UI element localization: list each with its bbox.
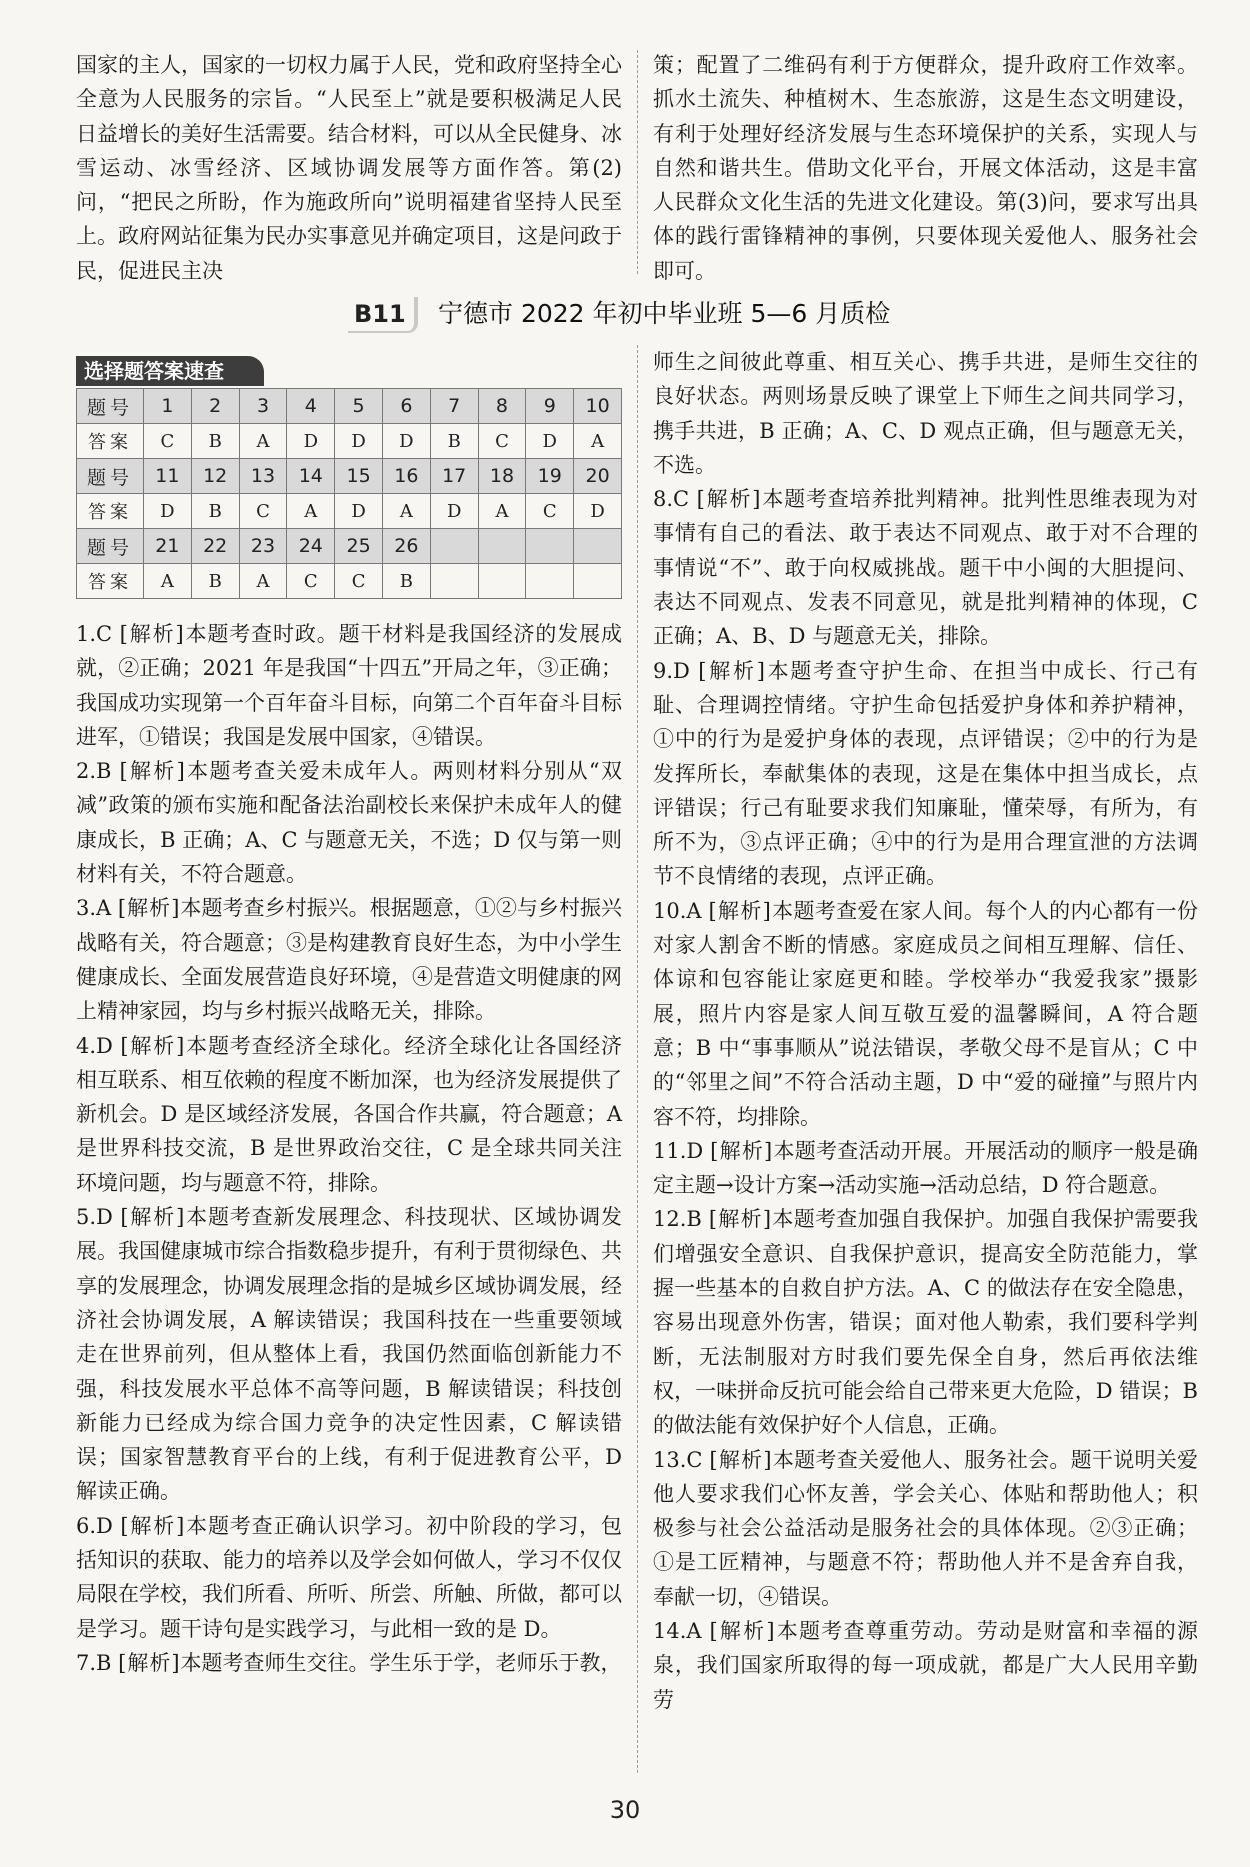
table-cell: A <box>478 494 526 529</box>
explanation-item <box>653 345 1198 482</box>
table-cell <box>430 529 478 564</box>
row-header: 题号 <box>77 529 144 564</box>
item-text: 本题考查新发展理念、科技现状、区域协调发展。我国健康城市综合指数稳步提升，有利于贯彻绿色、共享的发展理念，协调发展理念指的是城乡区域协调发展，经济社会协调发展，A 解读错误；我国科技在一些重要领域走在世界前列，但从整体上看，我国仍然面临创新能力不强，科技发展水平总体不高等问题，B 解读错误；科技创新能力已经成为综合国力竞争的决定性因素，C 解读错误；国家智慧教育平台的上线，有利于促进教育公平，D 解读正确。 <box>76 1205 623 1504</box>
table-cell: 1 <box>144 389 192 424</box>
item-text: 本题考查加强自我保护。加强自我保护需要我们增强安全意识、自我保护意识，提高安全防范能力，掌握一些基本的自救自护方法。A、C 的做法存在安全隐患，容易出现意外伤害，错误；面对他人勒索，我们要科学判断，无法制服对方时我们要先保全自身，然后再依法维权，一味拼命反抗可能会给自己带来更大危险，D 错误；B 的做法能有效保护好个人信息，正确。 <box>653 1207 1199 1438</box>
table-cell: D <box>335 424 383 459</box>
table-cell: C <box>287 564 335 599</box>
analysis-tag: [解析] <box>710 1138 774 1163</box>
table-cell: 19 <box>526 459 574 494</box>
explanation-item <box>76 1646 622 1680</box>
table-cell: 25 <box>335 529 383 564</box>
table-cell: B <box>430 424 478 459</box>
table-cell: 11 <box>144 459 192 494</box>
column-divider <box>637 345 638 1773</box>
paragraph: 国家的主人，国家的一切权力属于人民，党和政府坚持全心全意为人民服务的宗旨。“人民至上”就是要积极满足人民日益增长的美好生活需要。结合材料，可以从全民健身、冰雪运动、冰雪经济、区域协调发展等方面作答。第(2)问，“把民之所盼，作为施政所向”说明福建省坚持人民至上。政府网站征集为民办实事意见并确定项目，这是问政于民，促进民主决 <box>76 53 622 283</box>
table-cell: 26 <box>382 529 430 564</box>
analysis-tag: [解析] <box>120 1513 186 1538</box>
table-cell: 10 <box>574 389 622 424</box>
table-cell: D <box>526 424 574 459</box>
item-number: 11.D <box>653 1138 704 1163</box>
table-cell: 9 <box>526 389 574 424</box>
table-cell: 2 <box>191 389 239 424</box>
explanation-item <box>653 1614 1198 1717</box>
item-text: 本题考查师生交往。学生乐于学，老师乐于教， <box>180 1650 622 1675</box>
table-row <box>77 424 622 459</box>
table-cell: 16 <box>382 459 430 494</box>
table-row <box>77 494 622 529</box>
explanation-item <box>653 1443 1198 1614</box>
top-right-column <box>653 48 1198 288</box>
right-column <box>653 345 1198 1717</box>
table-cell <box>574 529 622 564</box>
table-cell: 21 <box>144 529 192 564</box>
column-divider <box>637 50 638 274</box>
table-cell: D <box>430 494 478 529</box>
analysis-tag: [解析] <box>119 622 185 646</box>
analysis-tag: [解析] <box>698 658 766 683</box>
item-number: 14.A <box>653 1618 702 1643</box>
row-header: 答案 <box>77 424 144 459</box>
table-cell: 13 <box>239 459 287 494</box>
row-header: 答案 <box>77 494 144 529</box>
item-number: 10.A <box>653 898 702 923</box>
item-text: 本题考查活动开展。开展活动的顺序一般是确定主题→设计方案→活动实施→活动总结，D 符合题意。 <box>653 1138 1199 1198</box>
item-number: 3.A <box>76 896 112 921</box>
item-text: 本题考查爱在家人间。每个人的内心都有一份对家人割舍不断的情感。家庭成员之间相互理解、信任、体谅和包容能让家庭更和睦。学校举办“我爱我家”摄影展，照片内容是家人间互敬互爱的温馨瞬间，A 符合题意；B 中“事事顺从”说法错误，孝敬父母不是盲从；C 中的“邻里之间”不符合活动主题，D 中“爱的碰撞”与照片内容不符，均排除。 <box>653 898 1198 1129</box>
analysis-tag: [解析] <box>119 759 186 784</box>
item-text: 本题考查正确认识学习。初中阶段的学习，包括知识的获取、能力的培养以及学会如何做人，学习不仅仅局限在学校，我们所看、所听、所尝、所触、所做，都可以是学习。题干诗句是实践学习，与此相一致的是 D。 <box>76 1513 623 1641</box>
analysis-tag: [解析] <box>696 487 762 512</box>
paragraph: 策；配置了二维码有利于方便群众，提升政府工作效率。抓水土流失、种植树木、生态旅游，这是生态文明建设，有利于处理好经济发展与生态环境保护的关系，实现人与自然和谐共生。借助文化平台，开展文体活动，这是丰富人民群众文化生活的先进文化建设。第(3)问，要求写出具体的践行雷锋精神的事例，只要体现关爱他人、服务社会即可。 <box>653 53 1198 283</box>
table-cell: C <box>335 564 383 599</box>
item-number: 6.D <box>76 1513 113 1538</box>
answer-table-label: 选择题答案速查 <box>76 356 264 386</box>
section-header <box>0 290 1250 340</box>
section-title: 宁德市 2022 年初中毕业班 5—6 月质检 <box>438 299 891 328</box>
table-cell: 4 <box>287 389 335 424</box>
table-cell: 20 <box>574 459 622 494</box>
table-cell: A <box>287 494 335 529</box>
explanation-item <box>76 1200 622 1509</box>
table-cell: C <box>239 494 287 529</box>
item-text: 本题考查乡村振兴。根据题意，①②与乡村振兴战略有关，符合题意；③是构建教育良好生态，为中小学生健康成长、全面发展营造良好环境，④是营造文明健康的网上精神家园，均与乡村振兴战略无关，排除。 <box>76 896 623 1024</box>
table-row <box>77 564 622 599</box>
table-cell: D <box>574 494 622 529</box>
table-cell <box>478 529 526 564</box>
row-header: 答案 <box>77 564 144 599</box>
explanation-item <box>653 1134 1198 1203</box>
table-cell: B <box>382 564 430 599</box>
table-cell: 5 <box>335 389 383 424</box>
table-cell: D <box>335 494 383 529</box>
table-row <box>77 459 622 494</box>
item-text: 本题考查经济全球化。经济全球化让各国经济相互联系、相互依赖的程度不断加深，也为经济发展提供了新机会。D 是区域经济发展，各国合作共赢，符合题意；A 是世界科技交流，B 是世界政治交往，C 是全球共同关注环境问题，均与题意不符，排除。 <box>76 1033 623 1195</box>
table-cell: 6 <box>382 389 430 424</box>
table-cell: A <box>574 424 622 459</box>
analysis-tag: [解析] <box>118 1650 181 1675</box>
table-cell <box>574 564 622 599</box>
table-cell: 18 <box>478 459 526 494</box>
item-number: 4.D <box>76 1033 113 1058</box>
table-cell: 12 <box>191 459 239 494</box>
item-number: 7.B <box>76 1650 112 1675</box>
explanation-item <box>76 1509 622 1646</box>
table-cell: 22 <box>191 529 239 564</box>
page-number: 30 <box>609 1796 641 1824</box>
table-cell: C <box>478 424 526 459</box>
table-row <box>77 529 622 564</box>
analysis-tag: [解析] <box>709 1618 776 1643</box>
analysis-tag: [解析] <box>709 1447 773 1472</box>
table-cell <box>478 564 526 599</box>
section-badge: B11 <box>348 297 418 333</box>
table-cell: 24 <box>287 529 335 564</box>
item-number: 1.C <box>76 622 113 646</box>
table-cell: D <box>144 494 192 529</box>
item-text: 本题考查培养批判精神。批判性思维表现为对事情有自己的看法、敢于表达不同观点、敢于对不合理的事情说“不”、敢于向权威挑战。题干中小闽的大胆提问、表达不同观点、发表不同意见，就是批判精神的体现，C 正确；A、B、D 与题意无关，排除。 <box>653 487 1199 649</box>
row-header: 题号 <box>77 389 144 424</box>
table-cell: 7 <box>430 389 478 424</box>
table-cell: D <box>382 424 430 459</box>
analysis-tag: [解析] <box>120 1205 186 1230</box>
table-cell: 15 <box>335 459 383 494</box>
analysis-tag: [解析] <box>117 896 181 921</box>
table-cell: 8 <box>478 389 526 424</box>
explanation-item <box>653 654 1198 894</box>
table-cell: B <box>191 564 239 599</box>
table-cell: A <box>382 494 430 529</box>
table-cell: C <box>144 424 192 459</box>
analysis-tag: [解析] <box>708 898 772 923</box>
explanation-item <box>76 754 622 891</box>
table-cell: 23 <box>239 529 287 564</box>
table-cell: 17 <box>430 459 478 494</box>
item-text: 本题考查时政。题干材料是我国经济的发展成就，②正确；2021 年是我国“十四五”开局之年，③正确；我国成功实现第一个百年奋斗目标，向第二个百年奋斗目标进军，①错误；我国是发展中国家，④错误。 <box>76 622 622 749</box>
table-cell <box>526 529 574 564</box>
table-cell <box>430 564 478 599</box>
row-header: 题号 <box>77 459 144 494</box>
explanation-item <box>76 617 622 754</box>
item-number: 2.B <box>76 759 112 784</box>
item-number: 13.C <box>653 1447 703 1472</box>
item-number: 8.C <box>653 487 690 512</box>
explanation-item <box>653 894 1198 1134</box>
item-text: 本题考查守护生命、在担当中成长、行己有耻、合理调控情绪。守护生命包括爱护身体和养护精神，①中的行为是爱护身体的表现，点评错误；②中的行为是发挥所长，奉献集体的表现，这是在集体中担当成长，点评错误；行己有耻要求我们知廉耻，懂荣辱，有所为，有所不为，③点评正确；④中的行为是用合理宣泄的方法调节不良情绪的表现，点评正确。 <box>653 658 1198 889</box>
explanation-item <box>653 482 1198 653</box>
table-cell: A <box>144 564 192 599</box>
explanation-item <box>653 1202 1198 1442</box>
left-column <box>76 617 622 1680</box>
item-number: 5.D <box>76 1205 113 1230</box>
top-left-column <box>76 48 622 288</box>
table-cell: D <box>287 424 335 459</box>
item-text: 师生之间彼此尊重、相互关心、携手共进，是师生交往的良好状态。两则场景反映了课堂上下师生之间共同学习，携手共进，B 正确；A、C、D 观点正确，但与题意无关，不选。 <box>653 350 1198 477</box>
item-number: 9.D <box>653 658 690 683</box>
explanation-item <box>76 1029 622 1200</box>
item-text: 本题考查尊重劳动。劳动是财富和幸福的源泉，我们国家所取得的每一项成就，都是广大人民用辛勤劳 <box>653 1618 1199 1712</box>
table-cell: A <box>239 564 287 599</box>
item-number: 12.B <box>653 1207 702 1232</box>
answer-table <box>76 388 622 599</box>
item-text: 本题考查关爱他人、服务社会。题干说明关爱他人要求我们心怀友善，学会关心、体贴和帮助他人；积极参与社会公益活动是服务社会的具体体现。②③正确；①是工匠精神，与题意不符；帮助他人并不是舍弃自我，奉献一切，④错误。 <box>653 1447 1199 1609</box>
table-cell: 3 <box>239 389 287 424</box>
explanation-item <box>76 891 622 1028</box>
table-cell: C <box>526 494 574 529</box>
table-cell <box>526 564 574 599</box>
analysis-tag: [解析] <box>120 1033 186 1058</box>
table-cell: A <box>239 424 287 459</box>
table-cell: B <box>191 494 239 529</box>
table-row <box>77 389 622 424</box>
table-cell: B <box>191 424 239 459</box>
analysis-tag: [解析] <box>708 1207 773 1232</box>
table-cell: 14 <box>287 459 335 494</box>
item-text: 本题考查关爱未成年人。两则材料分别从“双减”政策的颁布实施和配备法治副校长来保护未成年人的健康成长，B 正确；A、C 与题意无关，不选；D 仅与第一则材料有关，不符合题意。 <box>76 759 622 887</box>
